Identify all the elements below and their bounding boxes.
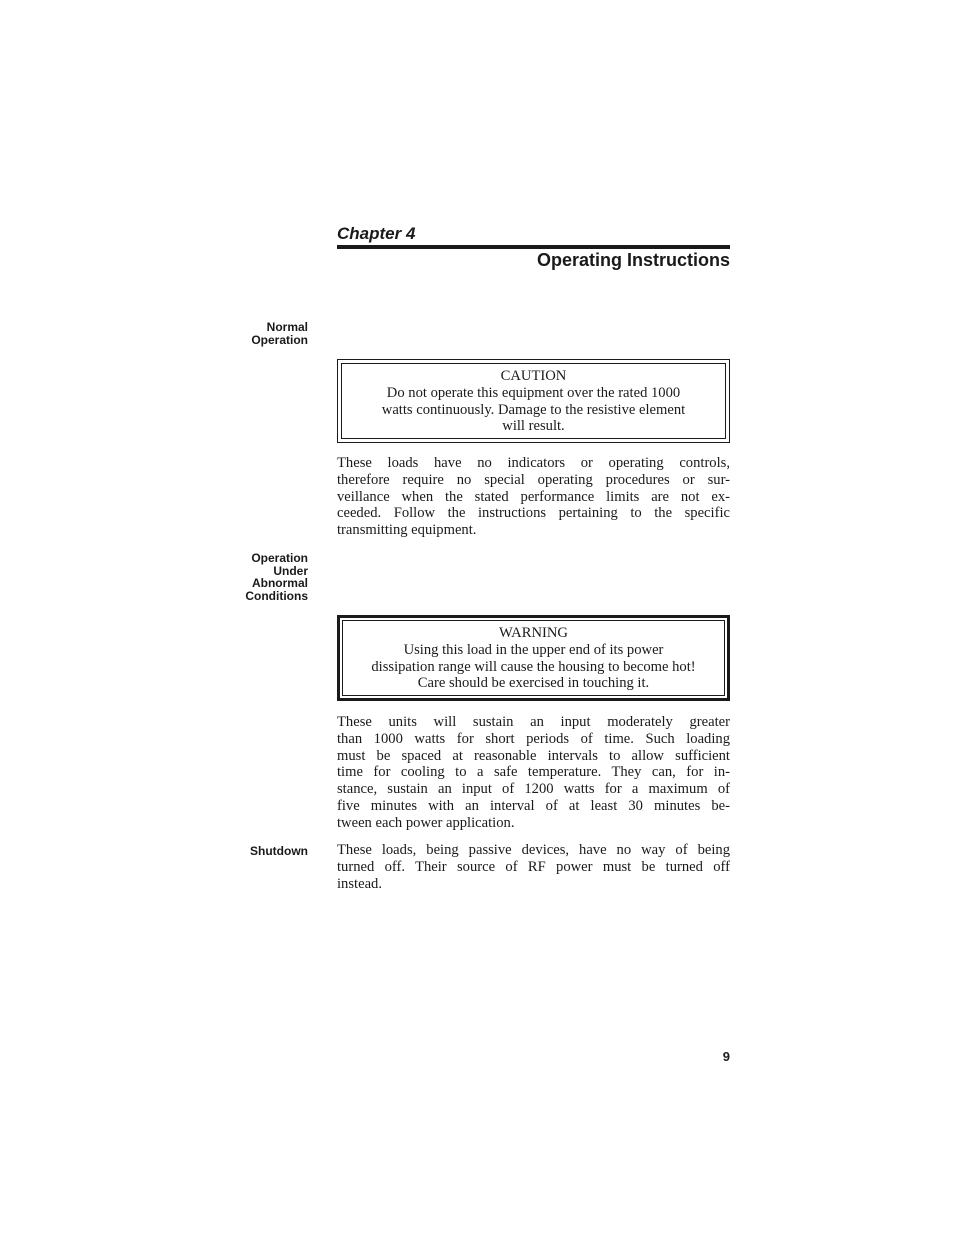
normal-operation-paragraph [337, 455, 730, 539]
warning-line: Care should be exercised in touching it. [417, 675, 650, 692]
heading-line: Operation [251, 551, 308, 565]
caution-box [337, 359, 730, 443]
paragraph-line: stance, sustain an input of 1200 watts for a maximum of [337, 781, 730, 798]
paragraph-line: These loads have no indicators or operating controls, [337, 455, 730, 471]
paragraph-line: than 1000 watts for short periods of time. Such loading [337, 730, 730, 747]
paragraph-line: These loads, being passive devices, have no way of being [337, 842, 730, 858]
caution-line: watts continuously. Damage to the resistive element [381, 401, 686, 418]
heading-line: Conditions [245, 588, 308, 603]
paragraph-line: instead. [337, 875, 382, 892]
heading-line: Shutdown [250, 844, 308, 858]
abnormal-conditions-paragraph [337, 714, 730, 832]
heading-abnormal-conditions [198, 552, 308, 602]
paragraph-line: time for cooling to a safe temperature. They can, for in- [337, 764, 730, 781]
paragraph-line: five minutes with an interval of at least 30 minutes be- [337, 797, 730, 814]
caution-line: will result. [502, 418, 565, 435]
warning-line: dissipation range will cause the housing to become hot! [371, 658, 696, 675]
heading-normal-operation [198, 321, 308, 346]
paragraph-line: veillance when the stated performance limits are not ex- [337, 488, 730, 505]
warning-title: WARNING [499, 625, 568, 641]
paragraph-line: tween each power application. [337, 814, 515, 831]
paragraph-line: turned off. Their source of RF power must be turned off [337, 858, 730, 875]
heading-line: Operation [251, 332, 308, 347]
heading-line: Abnormal [251, 576, 308, 590]
warning-box-inner [342, 620, 725, 696]
paragraph-line: therefore require no special operating procedures or sur- [337, 471, 730, 488]
paragraph-line: These units will sustain an input moderately greater [337, 714, 730, 730]
paragraph-line: transmitting equipment. [337, 522, 477, 539]
caution-title: CAUTION [500, 368, 567, 384]
page-number: 9 [722, 1049, 730, 1064]
paragraph-line: ceeded. Follow the instructions pertaining to the specific [337, 505, 730, 522]
caution-box-inner [341, 363, 726, 439]
warning-box [337, 615, 730, 701]
chapter-title: Operating Instructions [536, 250, 730, 270]
heading-line: Under [273, 563, 308, 578]
shutdown-paragraph [337, 842, 730, 892]
heading-shutdown [198, 845, 308, 858]
warning-line: Using this load in the upper end of its power [403, 641, 664, 658]
caution-line: Do not operate this equipment over the rated 1000 [386, 384, 681, 401]
heading-line: Normal [266, 320, 308, 334]
chapter-label: Chapter 4 [337, 224, 416, 243]
paragraph-line: must be spaced at reasonable intervals to allow sufficient [337, 747, 730, 764]
